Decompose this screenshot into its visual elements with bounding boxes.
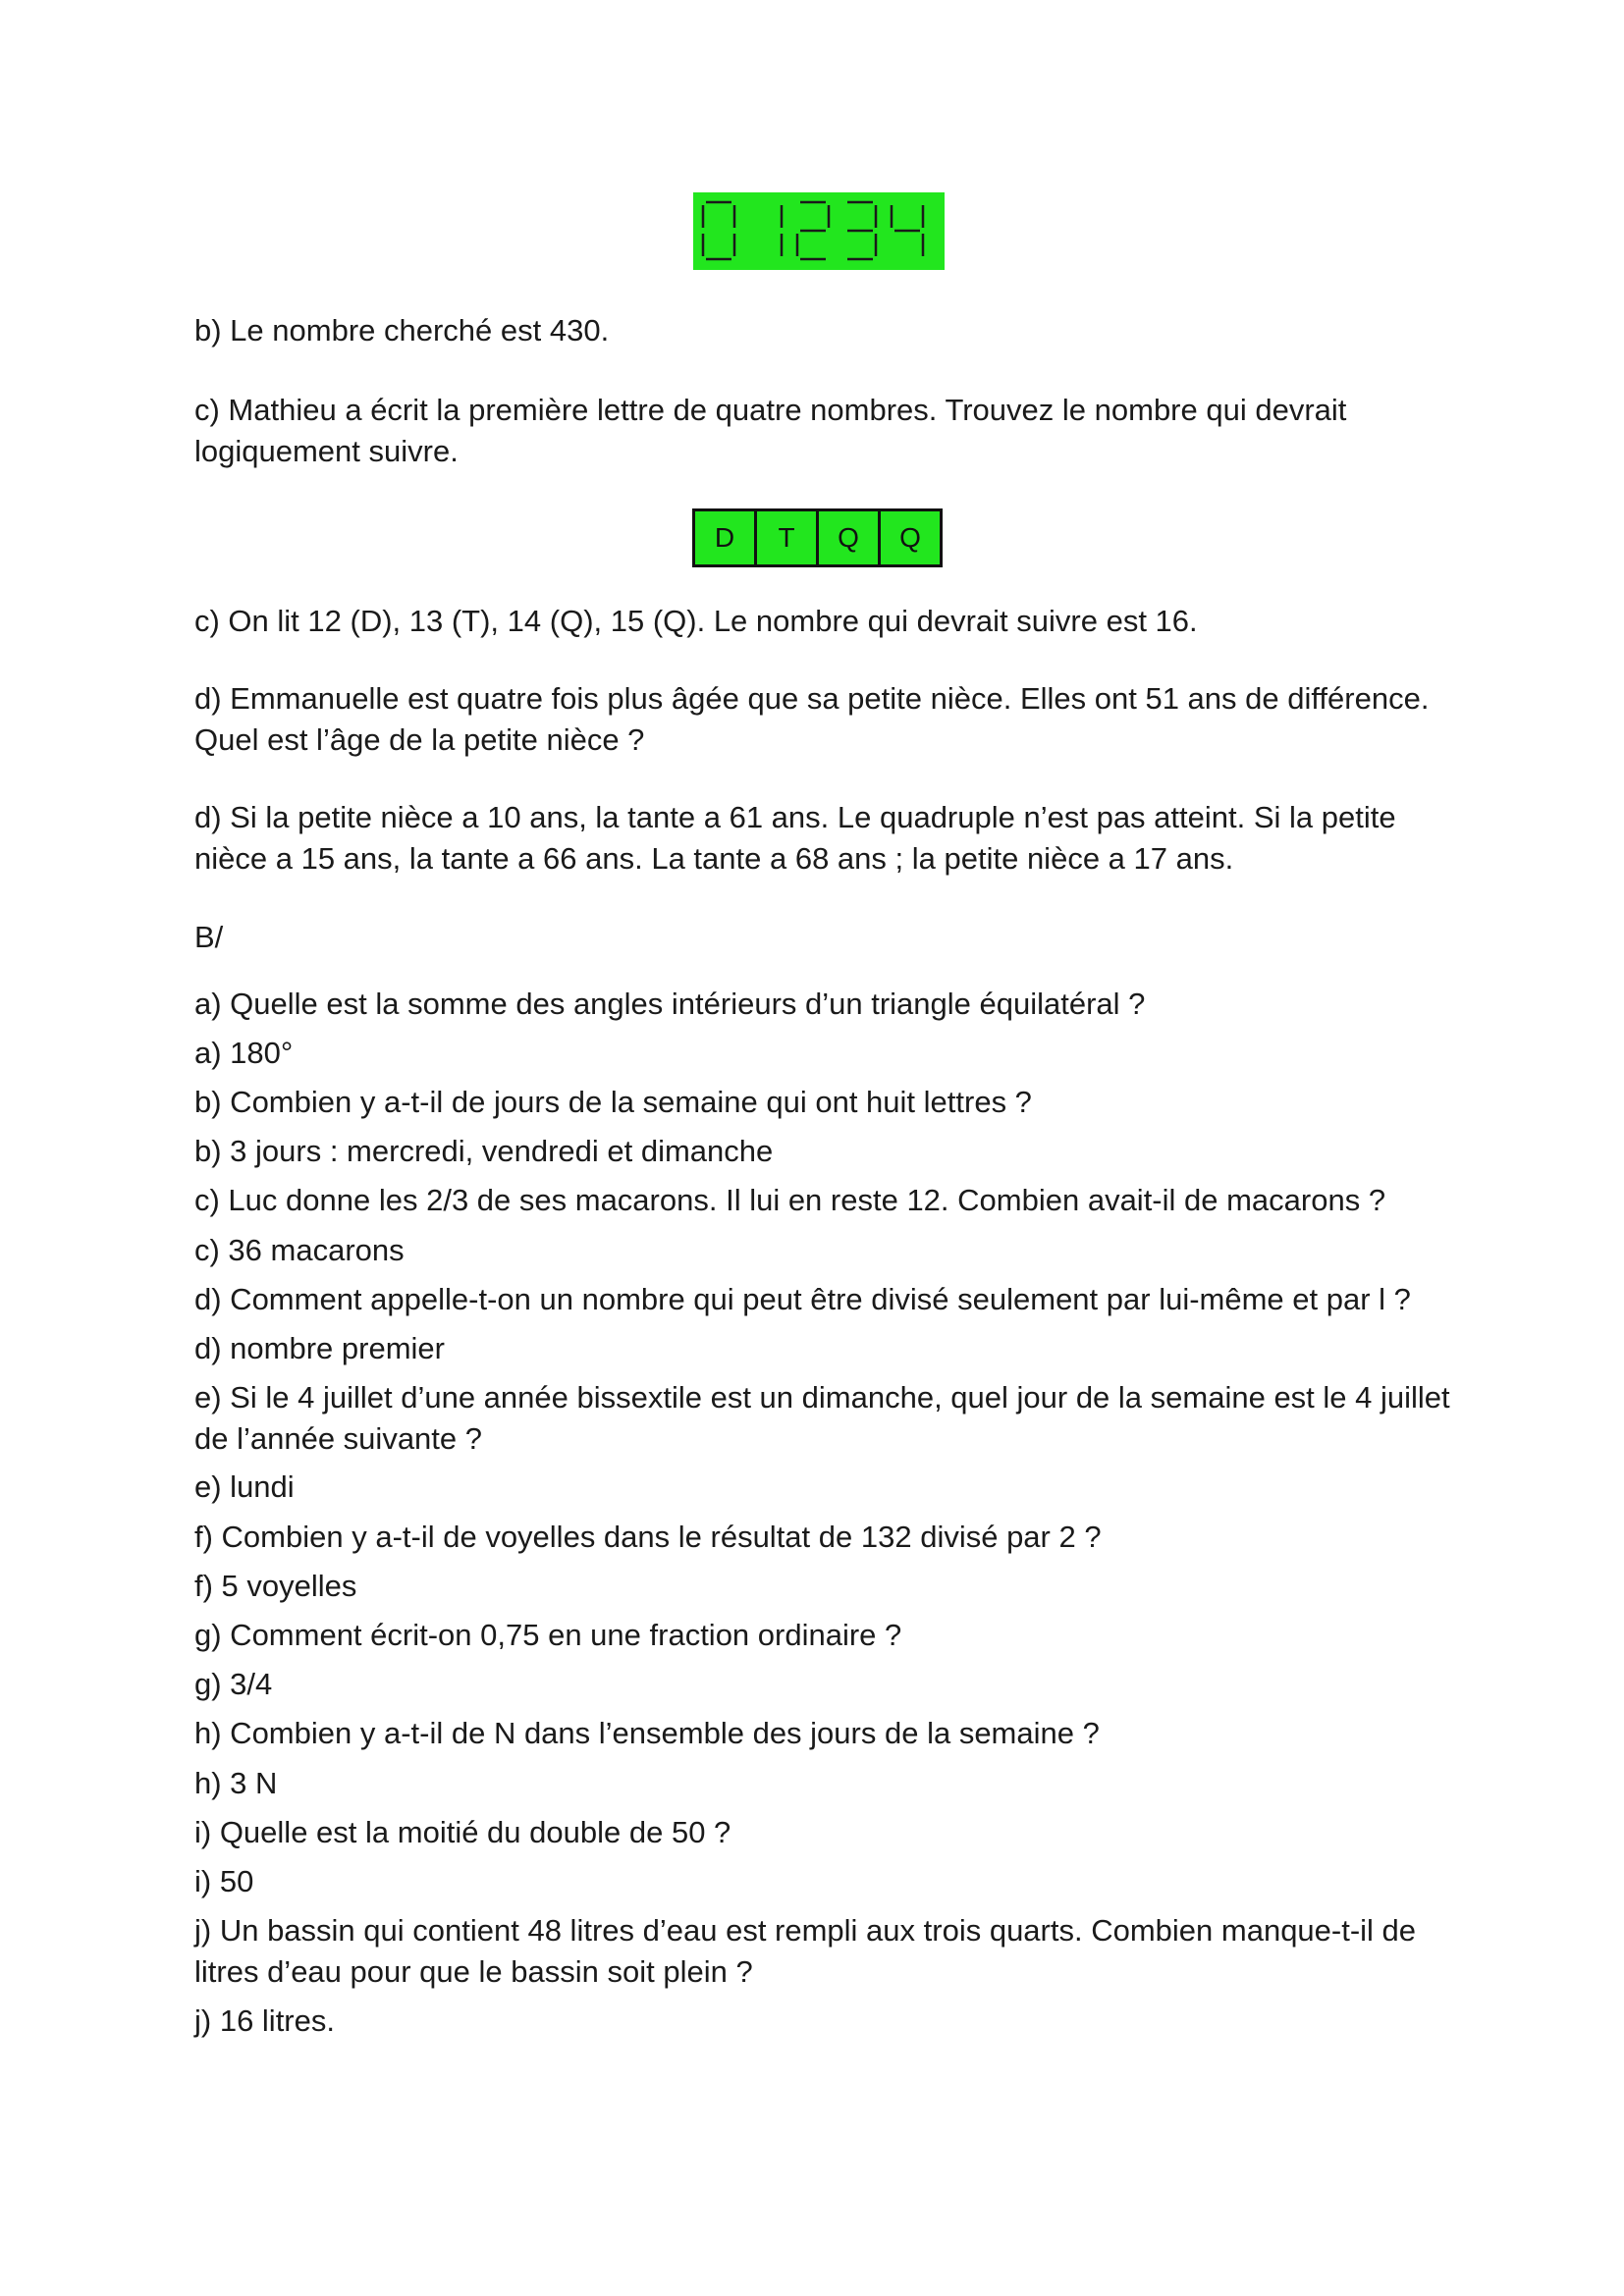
question-b-d: d) Comment appelle-t-on un nombre qui peut être divisé seulement par lui-même et par l ? bbox=[194, 1282, 1411, 1316]
letter-cell: Q bbox=[899, 522, 921, 553]
question-b-i: i) Quelle est la moitié du double de 50 ? bbox=[194, 1815, 731, 1849]
question-b-g: g) Comment écrit-on 0,75 en une fraction ordinaire ? bbox=[194, 1618, 902, 1652]
seven-segment-digits bbox=[693, 192, 945, 270]
question-d: d) Emmanuelle est quatre fois plus âgée que sa petite nièce. Elles ont 51 ans de différence. Quel est l’âge de la petite nièce ? bbox=[194, 681, 1430, 757]
segment-digit bbox=[703, 202, 734, 259]
answer-b-c: c) 36 macarons bbox=[194, 1233, 405, 1267]
letter-cell: T bbox=[757, 511, 819, 564]
answer-b-i: i) 50 bbox=[194, 1864, 254, 1898]
question-c: c) Mathieu a écrit la première lettre de quatre nombres. Trouvez le nombre qui devrait logiquement suivre. bbox=[194, 393, 1347, 468]
question-b-a: a) Quelle est la somme des angles intérieurs d’un triangle équilatéral ? bbox=[194, 987, 1146, 1021]
letter-cell: D bbox=[695, 511, 757, 564]
segment-digit bbox=[797, 202, 829, 259]
answer-b-b: b) 3 jours : mercredi, vendredi et dimanche bbox=[194, 1134, 774, 1168]
section-heading-b: B/ bbox=[194, 920, 224, 954]
answer-b-h: h) 3 N bbox=[194, 1766, 278, 1800]
answer-b-e: e) lundi bbox=[194, 1469, 295, 1504]
answer-c: c) On lit 12 (D), 13 (T), 14 (Q), 15 (Q). Le nombre qui devrait suivre est 16. bbox=[194, 604, 1198, 638]
segment-digit bbox=[892, 205, 923, 256]
answer-b-a: a) 180° bbox=[194, 1036, 294, 1070]
question-b-h: h) Combien y a-t-il de N dans l’ensemble des jours de la semaine ? bbox=[194, 1716, 1100, 1750]
letter-cell: Q bbox=[819, 511, 881, 564]
question-b-j: j) Un bassin qui contient 48 litres d’eau est rempli aux trois quarts. Combien manque-t-il de litres d’eau pour que le bassin soit plein ? bbox=[194, 1913, 1417, 1989]
segment-digit bbox=[847, 202, 876, 259]
letters-box bbox=[692, 508, 943, 567]
question-b-b: b) Combien y a-t-il de jours de la semaine qui ont huit lettres ? bbox=[194, 1085, 1032, 1119]
question-b-f: f) Combien y a-t-il de voyelles dans le résultat de 132 divisé par 2 ? bbox=[194, 1520, 1102, 1554]
answer-b-f: f) 5 voyelles bbox=[194, 1569, 357, 1603]
question-b-e: e) Si le 4 juillet d’une année bissextile est un dimanche, quel jour de la semaine est le 4 juillet de l’année suivante ? bbox=[194, 1380, 1450, 1456]
question-b-c: c) Luc donne les 2/3 de ses macarons. Il lui en reste 12. Combien avait-il de macarons ? bbox=[194, 1183, 1386, 1217]
answer-b: b) Le nombre cherché est 430. bbox=[194, 313, 610, 347]
answer-b-g: g) 3/4 bbox=[194, 1667, 273, 1701]
answer-d: d) Si la petite nièce a 10 ans, la tante a 61 ans. Le quadruple n’est pas atteint. Si la petite nièce a 15 ans, la tante a 66 ans. La tante a 68 ans ; la petite nièce a 17 ans. bbox=[194, 800, 1396, 876]
seven-segment-display bbox=[693, 192, 945, 270]
answer-b-j: j) 16 litres. bbox=[194, 2003, 335, 2038]
answer-b-d: d) nombre premier bbox=[194, 1331, 445, 1365]
